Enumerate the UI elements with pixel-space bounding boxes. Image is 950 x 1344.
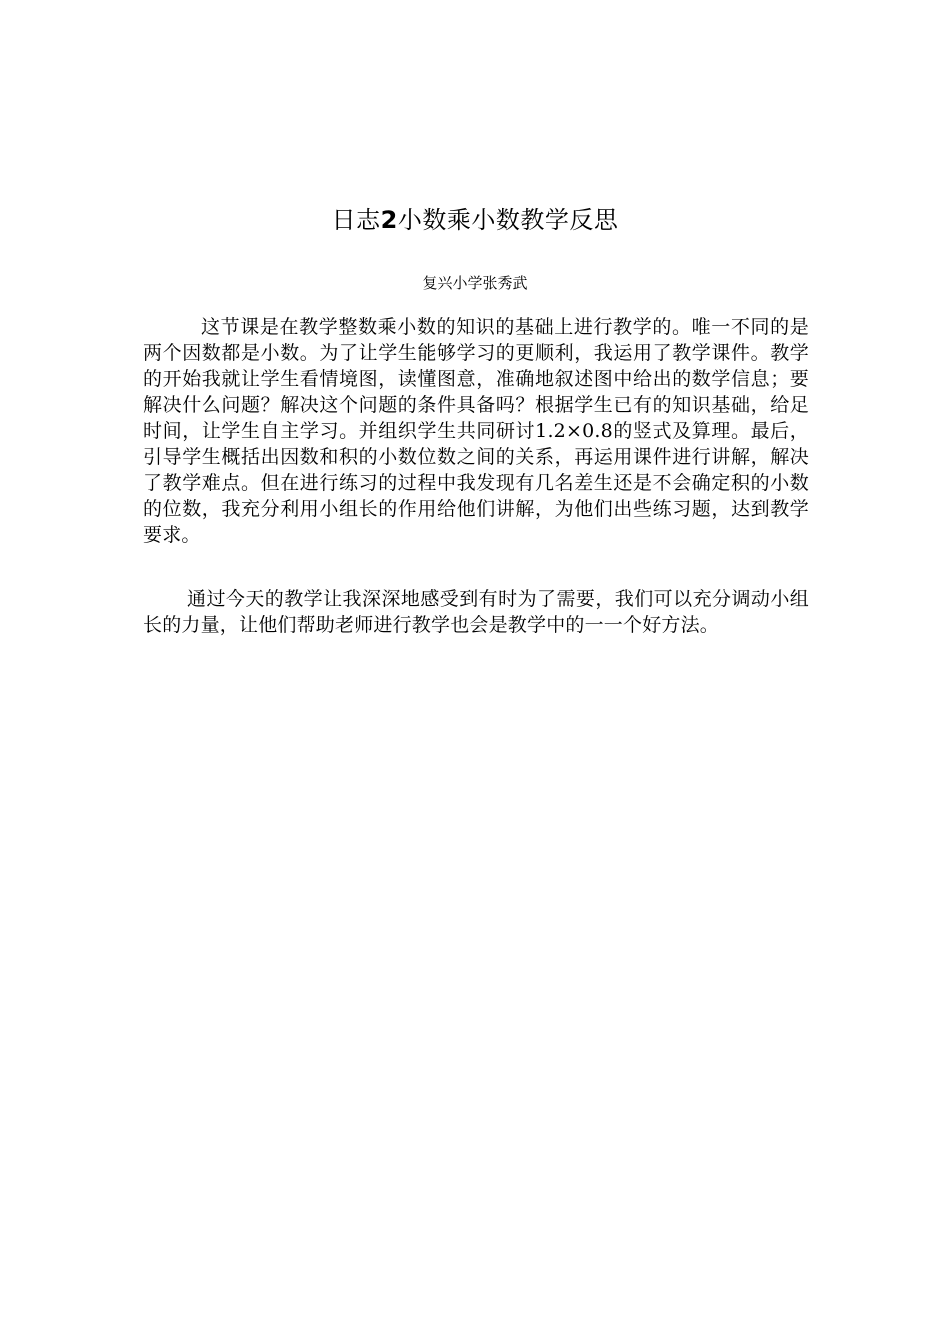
title-prefix: 日志 xyxy=(331,206,381,234)
title-number: 2 xyxy=(380,206,398,234)
body-paragraph-1: 这节课是在教学整数乘小数的知识的基础上进行教学的。唯一不同的是两个因数都是小数。为了让学生能够学习的更顺利，我运用了教学课件。教学的开始我就让学生看情境图，读懂图意，准确地叙述图中给出的数学信息；要解决什么问题？解决这个问题的条件具备吗？根据学生已有的知识基础，给足时间，让学生自主学习。并组织学生共同研讨1.2×0.8的竖式及算理。最后，引导学生概括出因数和积的小数位数之间的关系，再运用课件进行讲解，解决了教学难点。但在进行练习的过程中我发现有几名差生还是不会确定积的小数的位数，我充分利用小组长的作用给他们讲解，为他们出些练习题，达到教学要求。 xyxy=(143,316,809,546)
body-paragraph-2: 通过今天的教学让我深深地感受到有时为了需要，我们可以充分调动小组长的力量，让他们帮助老师进行教学也会是教学中的一一个好方法。 xyxy=(143,588,809,636)
author-line: 复兴小学张秀武 xyxy=(422,274,528,292)
document-title xyxy=(0,203,950,237)
title-suffix: 小数乘小数教学反思 xyxy=(397,206,619,234)
